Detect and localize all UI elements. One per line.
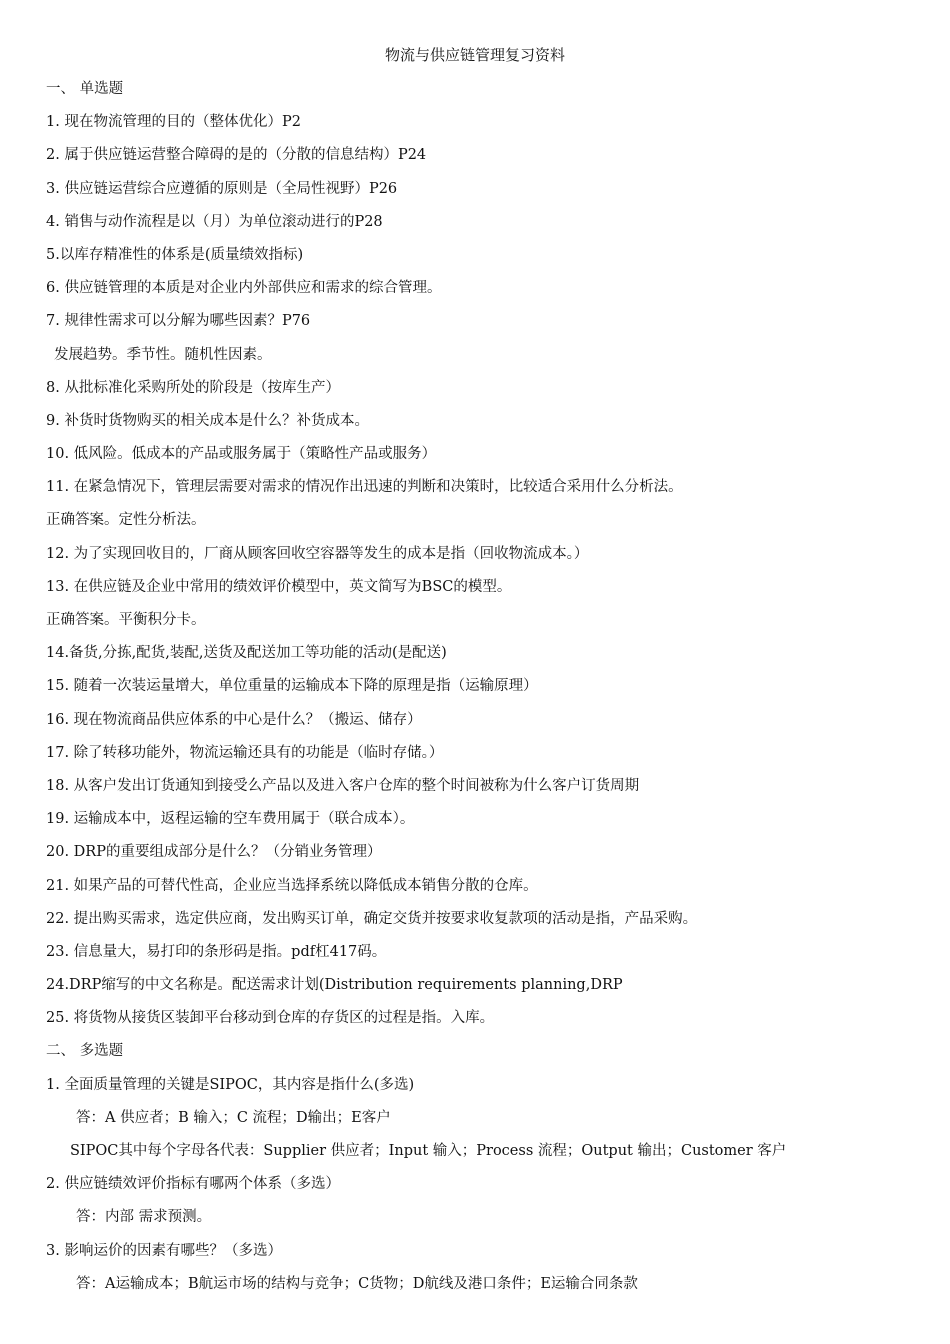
text-line: 22. 提出购买需求，选定供应商，发出购买订单，确定交货并按要求收复款项的活动是指，产品采购。 bbox=[46, 910, 698, 927]
text-line: 答：A 供应者；B 输入；C 流程；D输出；E客户 bbox=[76, 1109, 391, 1126]
text-line: 14.备货,分拣,配货,装配,送货及配送加工等功能的活动(是配送) bbox=[46, 645, 447, 662]
text-line: 12. 为了实现回收目的，厂商从顾客回收空容器等发生的成本是指（回收物流成本。） bbox=[46, 545, 589, 562]
text-line: 20. DRP的重要组成部分是什么？（分销业务管理） bbox=[46, 844, 382, 861]
text-line: 1. 全面质量管理的关键是SIPOC，其内容是指什么(多选) bbox=[46, 1076, 415, 1093]
text-line: 3. 供应链运营综合应遵循的原则是（全局性视野）P26 bbox=[46, 180, 398, 197]
document-body bbox=[46, 77, 926, 1305]
text-line: 15. 随着一次装运量增大，单位重量的运输成本下降的原理是指（运输原理） bbox=[46, 678, 538, 695]
document-title: 物流与供应链管理复习资料 bbox=[384, 46, 565, 64]
text-line: 17. 除了转移功能外，物流运输还具有的功能是（临时存储。） bbox=[46, 744, 444, 761]
text-line: 9. 补货时货物购买的相关成本是什么？补货成本。 bbox=[46, 412, 369, 429]
text-line: 二、 多选题 bbox=[46, 1043, 124, 1060]
text-line: 19. 运输成本中，返程运输的空车费用属于（联合成本）。 bbox=[46, 811, 415, 828]
text-line: 8. 从批标准化采购所处的阶段是（按库生产） bbox=[46, 379, 340, 396]
text-line: SIPOC其中每个字母各代表：Supplier 供应者；Input 输入；Process 流程；Output 输出；Customer 客户 bbox=[70, 1143, 787, 1159]
text-line: 16. 现在物流商品供应体系的中心是什么？（搬运、储存） bbox=[46, 711, 422, 728]
text-line: 4. 销售与动作流程是以（月）为单位滚动进行的P28 bbox=[46, 213, 383, 230]
text-line: 答：A运输成本；B航运市场的结构与竞争；C货物；D航线及港口条件；E运输合同条款 bbox=[76, 1275, 638, 1292]
text-line: 3. 影响运价的因素有哪些？（多选） bbox=[46, 1242, 282, 1259]
text-line: 发展趋势。季节性。随机性因素。 bbox=[54, 346, 272, 363]
text-line: 6. 供应链管理的本质是对企业内外部供应和需求的综合管理。 bbox=[46, 280, 442, 297]
text-line: 正确答案。定性分析法。 bbox=[46, 512, 206, 529]
text-line: 25. 将货物从接货区装卸平台移动到仓库的存货区的过程是指。入库。 bbox=[46, 1010, 495, 1027]
text-line: 11. 在紧急情况下，管理层需要对需求的情况作出迅速的判断和决策时，比较适合采用什么分析法。 bbox=[46, 479, 683, 496]
text-line: 一、 单选题 bbox=[46, 81, 124, 97]
text-line: 21. 如果产品的可替代性高，企业应当选择系统以降低成本销售分散的仓库。 bbox=[46, 877, 538, 894]
text-line: 24.DRP缩写的中文名称是。配送需求计划(Distribution requirements planning,DRP bbox=[46, 977, 623, 994]
text-line: 答：内部 需求预测。 bbox=[76, 1209, 212, 1226]
text-line: 18. 从客户发出订货通知到接受么产品以及进入客户仓库的整个时间被称为什么客户订货周期 bbox=[46, 777, 640, 794]
text-line: 1. 现在物流管理的目的（整体优化）P2 bbox=[46, 114, 301, 131]
text-line: 5.以库存精准性的体系是(质量绩效指标) bbox=[46, 246, 304, 263]
text-line: 2. 属于供应链运营整合障碍的是的（分散的信息结构）P24 bbox=[46, 147, 427, 164]
text-line: 7. 规律性需求可以分解为哪些因素？P76 bbox=[46, 313, 311, 330]
text-line: 2. 供应链绩效评价指标有哪两个体系（多选） bbox=[46, 1176, 340, 1193]
text-line: 10. 低风险。低成本的产品或服务属于（策略性产品或服务） bbox=[46, 446, 437, 463]
text-line: 正确答案。平衡积分卡。 bbox=[46, 612, 206, 628]
text-line: 13. 在供应链及企业中常用的绩效评价模型中，英文简写为BSC的模型。 bbox=[46, 578, 512, 595]
text-line: 23. 信息量大，易打印的条形码是指。pdf杠417码。 bbox=[46, 943, 387, 960]
